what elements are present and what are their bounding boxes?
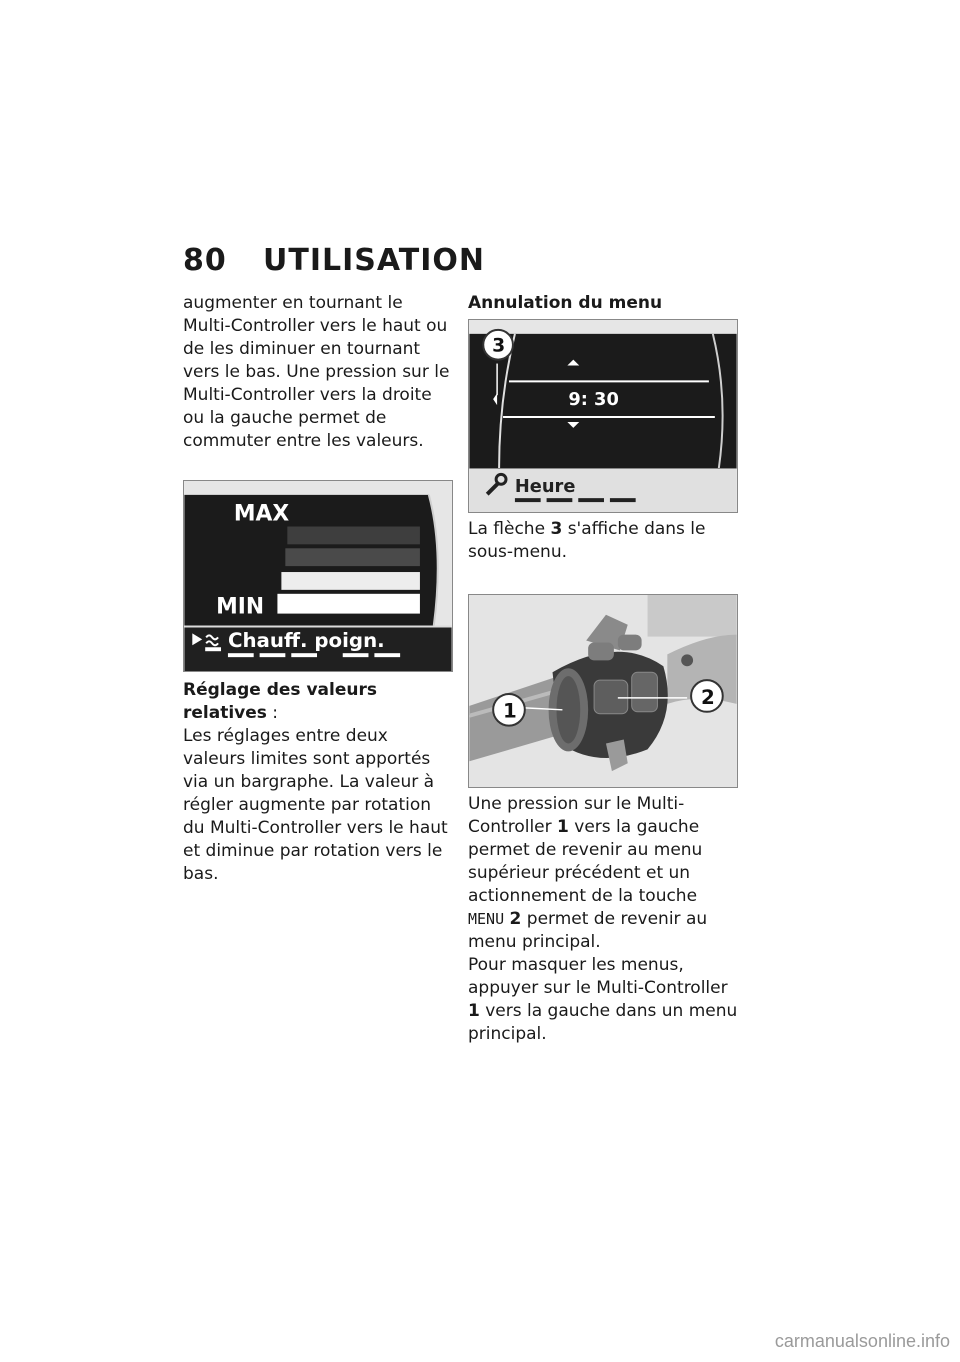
left-paragraph-2: Réglage des valeurs relatives : Les réglages entre deux valeurs limites sont apportés via un bargraphe. La valeur à régler augmente par rotation du Multi-Controller vers le haut et diminue par rotation vers le bas. [183, 680, 448, 884]
svg-text:2: 2 [700, 685, 715, 709]
label-max: MAX [233, 501, 290, 527]
time-value: 9: 30 [568, 389, 619, 411]
label-min: MIN [216, 594, 265, 620]
figure-heated-grip-bargraph [183, 480, 453, 672]
right-paragraph-2: Une pression sur le Multi-Controller 1 vers la gauche permet de revenir au menu supérieur précédent et un actionnement de la touche MENU 2 permet de revenir au menu principal. [468, 794, 708, 952]
right-paragraph-1: La flèche 3 s'affiche dans le sous-menu. [468, 519, 706, 562]
svg-text:1: 1 [503, 699, 517, 723]
left-paragraph-1: augmenter en tournant le Multi-Controller vers le haut ou de les diminuer en tournant vers le bas. Une pression sur le Multi-Controller vers la droite ou la gauche permet de commuter entre les valeurs. [183, 293, 450, 451]
menu-key-label: MENU [468, 910, 505, 928]
watermark: carmanualsonline.info [774, 1331, 950, 1351]
left-column [183, 292, 453, 886]
time-menu-label: Heure [514, 476, 576, 498]
heated-grip-label: Chauff. poign. [227, 629, 385, 653]
page-header [183, 240, 485, 280]
svg-text:3: 3 [492, 335, 506, 357]
right-paragraph-3: Pour masquer les menus, appuyer sur le Multi-Controller 1 vers la gauche dans un menu principal. [468, 955, 738, 1044]
cancel-menu-heading: Annulation du menu [468, 293, 663, 313]
page-number: 80 [183, 242, 227, 278]
figure-time-submenu [468, 319, 738, 513]
section-title: UTILISATION [263, 242, 485, 278]
relative-values-heading: Réglage des valeurs relatives [183, 680, 377, 723]
right-column [468, 292, 738, 1046]
figure-handlebar-controls [468, 594, 738, 788]
